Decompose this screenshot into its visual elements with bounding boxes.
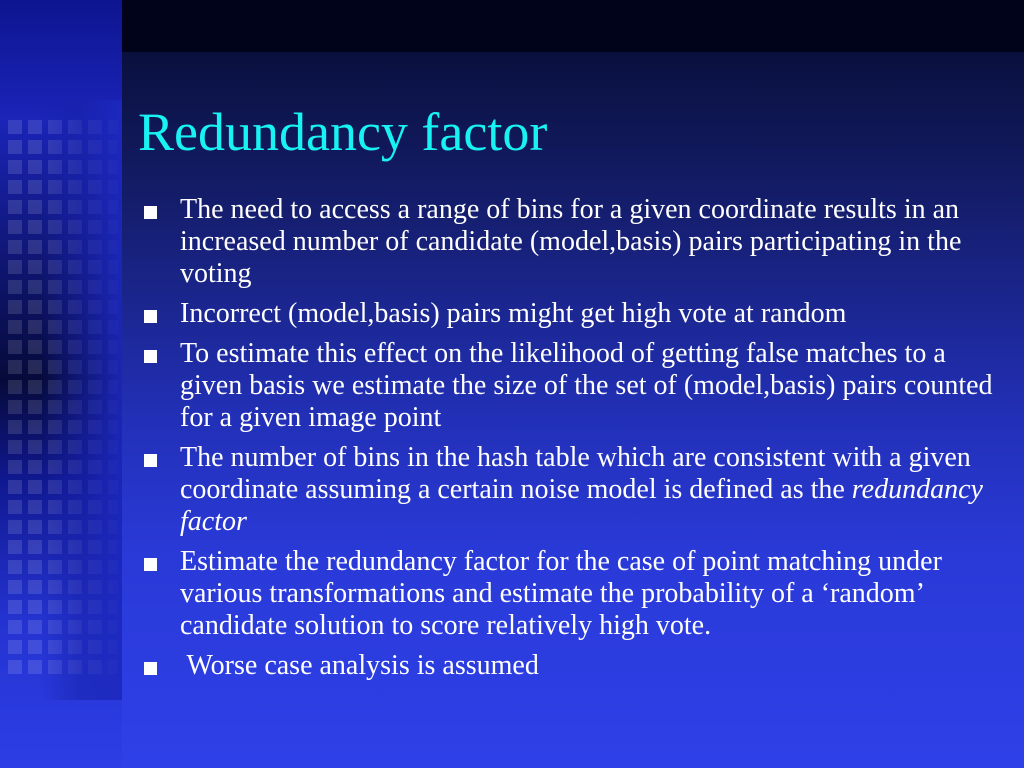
bullet-item [142,298,1002,330]
bullet-item [142,442,1002,538]
top-band [122,0,1024,52]
bullet-text: The need to access a range of bins for a given coordinate results in an increased number of candidate (model,basis) pairs participating in the voting [180,194,962,289]
decorative-fade [0,100,122,700]
bullet-text: To estimate this effect on the likelihood of getting false matches to a given basis we estimate the size of the set of (model,basis) pairs counted for a given image point [180,338,993,433]
bullet-text: Incorrect (model,basis) pairs might get high vote at random [180,298,847,329]
square-bullet-icon [144,310,157,323]
square-bullet-icon [144,350,157,363]
bullet-text-italic: redundancy factor [180,474,983,537]
square-bullet-icon [144,558,157,571]
square-bullet-icon [144,662,157,675]
bullet-item [142,650,1002,682]
bullet-text [180,442,983,537]
bullet-item [142,194,1002,290]
bullet-text: Worse case analysis is assumed [180,650,539,681]
bullet-list [142,194,1002,690]
slide-title: Redundancy factor [138,102,548,162]
square-bullet-icon [144,206,157,219]
bullet-item [142,338,1002,434]
square-bullet-icon [144,454,157,467]
bullet-item [142,546,1002,642]
bullet-text-plain: The number of bins in the hash table which are consistent with a given coordinate assuming a certain noise model is defined as the [180,442,971,505]
bullet-text: Estimate the redundancy factor for the case of point matching under various transformations and estimate the probability of a ‘random’ candidate solution to score relatively high vote. [180,546,942,641]
